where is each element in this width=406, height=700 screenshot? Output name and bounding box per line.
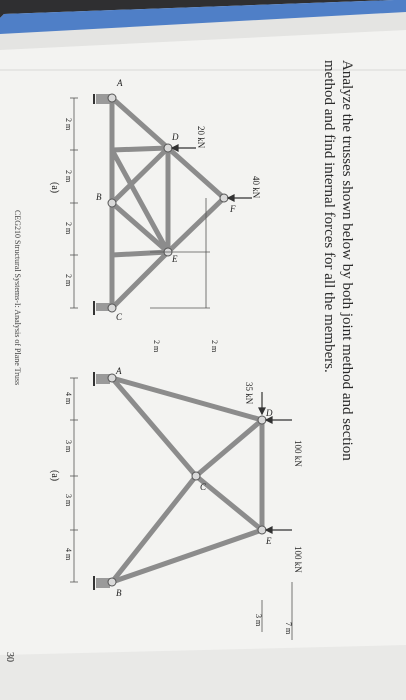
load-20kn: 20 kN [196,126,206,149]
dim-rv1: 3 m [254,614,263,627]
node-ra: A [116,366,122,376]
load-100kn-1: 100 kN [293,440,303,467]
pin-support-rb [94,576,110,590]
node-e: E [172,254,178,264]
caption-right: (a) [49,470,60,482]
pin-support-a [94,94,110,104]
slide-title-line1: Analyze the trusses shown below by both joint method and section [339,60,355,461]
dim-rh1: 4 m [64,392,73,405]
slide-title-line2: method and find internal forces for all the members. [321,60,337,373]
node-c: C [116,312,123,322]
dim-h4: 2 m [64,274,73,287]
caption-left: (a) [49,182,60,194]
dim-v2: 2 m [152,340,161,353]
pin-support-ra [94,372,110,386]
dim-rv2: 7 m [284,622,293,635]
dim-rh4: 4 m [64,548,73,561]
node-b: B [96,192,102,202]
node-re: E [266,536,272,546]
page-number: 30 [4,652,15,662]
load-40kn: 40 kN [251,176,261,199]
dim-rh2: 3 m [64,440,73,453]
node-rc: C [200,482,207,492]
footer-text: CEG210 Structural Systems-I: Analysis of Plane Truss [13,210,22,386]
load-100kn-2: 100 kN [293,546,303,573]
node-rd: D [266,408,273,418]
node-a: A [117,78,123,88]
load-35kn: 35 kN [244,382,254,405]
node-d: D [172,132,179,142]
dim-h3: 2 m [64,222,73,235]
node-rb: B [116,588,122,598]
node-f: F [230,204,236,214]
dim-rh3: 3 m [64,494,73,507]
dim-h2: 2 m [64,170,73,183]
dim-h1: 2 m [64,118,73,131]
dim-v1: 2 m [210,340,219,353]
